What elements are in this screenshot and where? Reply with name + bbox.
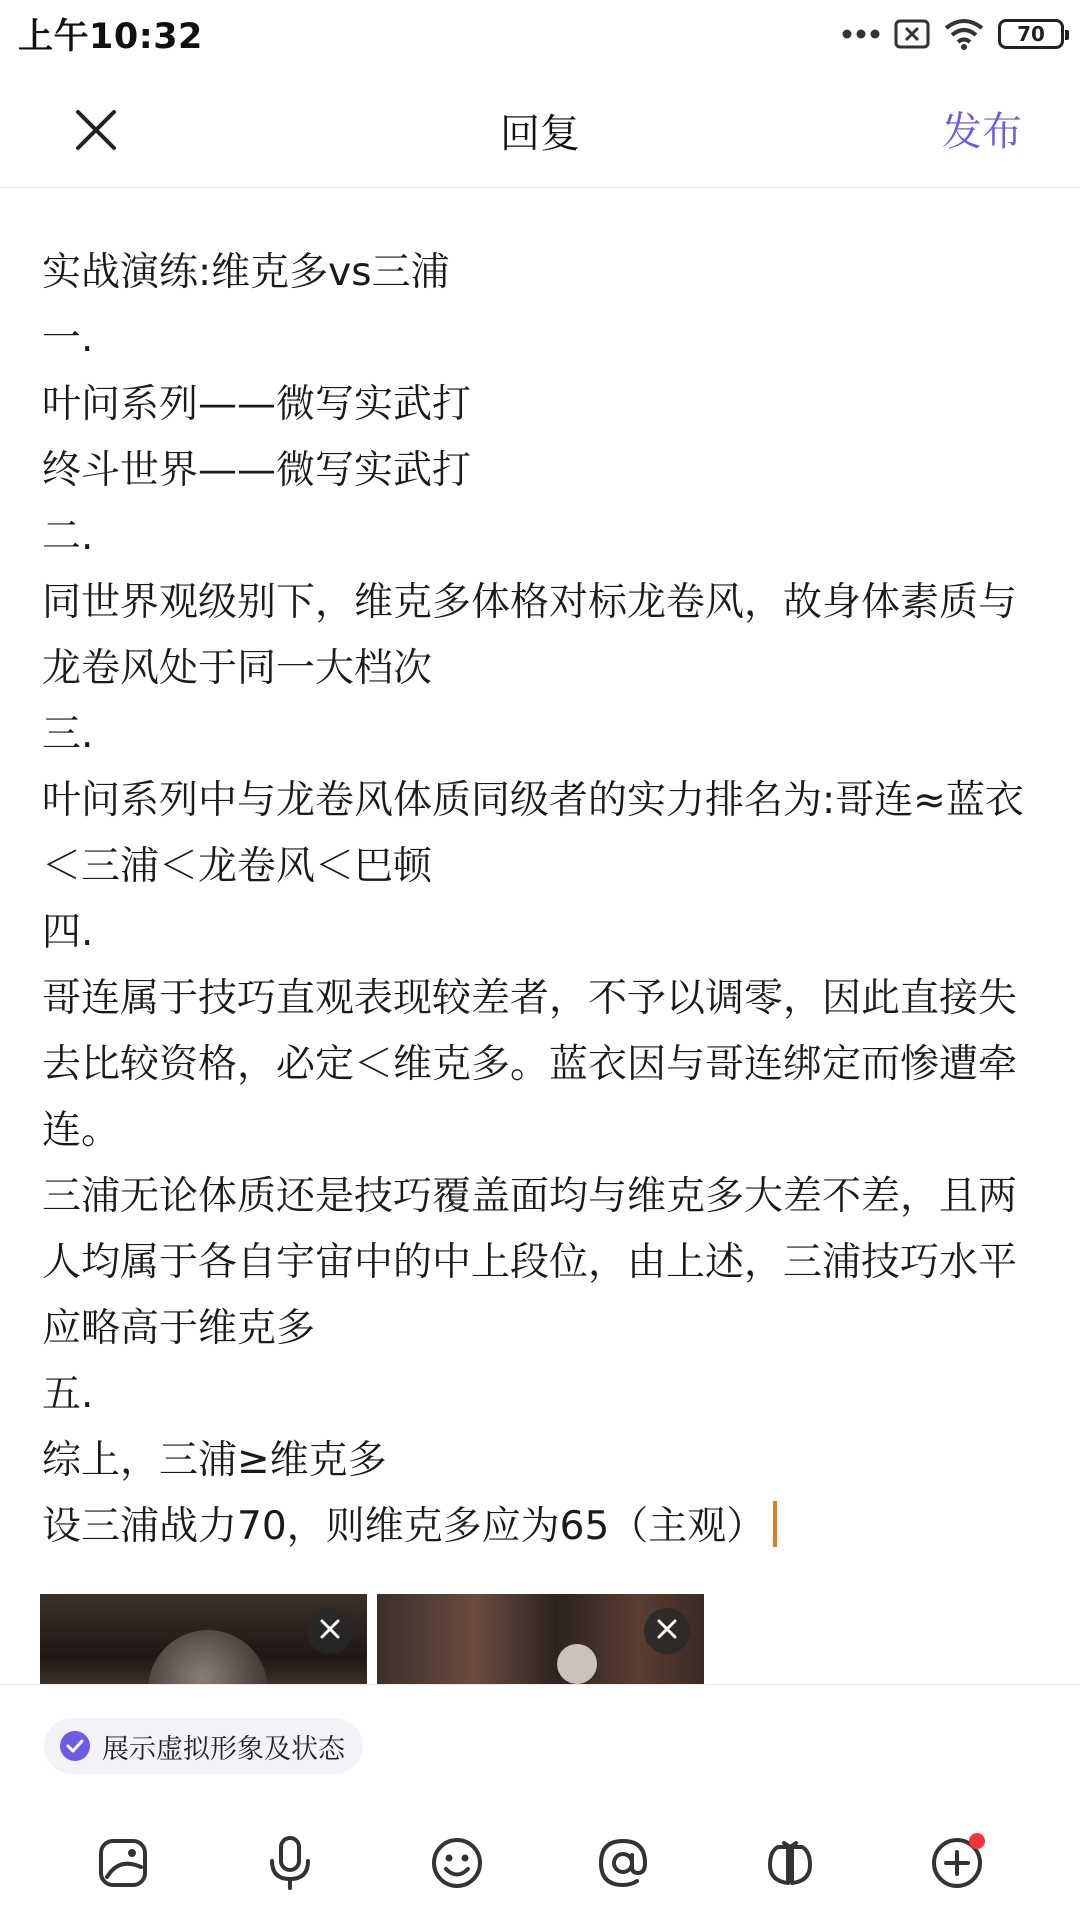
remove-image-button[interactable] (307, 1608, 353, 1654)
text-line: 叶问系列中与龙卷风体质同级者的实力排名为:哥连≈蓝衣＜三浦＜龙卷风＜巴顿 (42, 778, 1024, 889)
image-icon (97, 1837, 149, 1893)
attachment-image-1[interactable] (40, 1594, 367, 1684)
attachment-image-2[interactable] (377, 1594, 704, 1684)
page-title: 回复 (500, 111, 580, 157)
image-content (148, 1630, 268, 1684)
image-button[interactable] (91, 1833, 155, 1897)
text-line: 五. (42, 1372, 94, 1417)
notification-dot (969, 1833, 985, 1849)
top-bar (0, 68, 1080, 188)
text-cursor (773, 1501, 777, 1547)
checkmark-icon (60, 1731, 90, 1761)
attachments (40, 1594, 1040, 1684)
status-time: 上午10:32 (18, 17, 203, 57)
emoji-icon (430, 1836, 484, 1894)
microphone-icon (264, 1835, 316, 1895)
show-avatar-label: 展示虚拟形象及状态 (102, 1733, 345, 1765)
text-line: 综上，三浦≥维克多 (42, 1438, 387, 1483)
battery-icon: 70 (998, 19, 1064, 49)
emoji-button[interactable] (425, 1833, 489, 1897)
text-line: 实战演练:维克多vs三浦 (42, 250, 450, 295)
text-line: 哥连属于技巧直观表现较差者，不予以调零，因此直接失去比较资格，必定＜维克多。蓝衣因与哥连绑定而惨遭牵连。 (42, 976, 1018, 1153)
status-bar (0, 0, 1080, 68)
reply-editor[interactable] (42, 240, 1042, 1560)
close-icon (320, 1619, 340, 1643)
text-line: 设三浦战力70，则维克多应为65（主观） (42, 1504, 766, 1549)
gift-icon (764, 1837, 816, 1893)
text-line: 终斗世界——微写实武打 (42, 448, 472, 493)
no-sim-icon (894, 19, 930, 49)
more-dots-icon (842, 28, 880, 40)
publish-button[interactable]: 发布 (942, 109, 1022, 155)
divider (0, 1684, 1080, 1685)
text-line: 三浦无论体质还是技巧覆盖面均与维克多大差不差，且两人均属于各自宇宙中的中上段位，由上述，三浦技巧水平应略高于维克多 (42, 1174, 1018, 1351)
editor-toolbar (0, 1830, 1080, 1900)
close-icon (657, 1619, 677, 1643)
mention-button[interactable] (591, 1833, 655, 1897)
at-icon (595, 1835, 651, 1895)
show-avatar-toggle[interactable] (44, 1718, 363, 1774)
text-line: 三. (42, 712, 94, 757)
text-line-last (42, 1494, 1042, 1560)
text-line: 四. (42, 910, 94, 955)
text-line: 叶问系列——微写实武打 (42, 382, 472, 427)
image-content (557, 1644, 597, 1684)
text-line: 同世界观级别下，维克多体格对标龙卷风，故身体素质与龙卷风处于同一大档次 (42, 580, 1018, 691)
status-icons (842, 18, 1064, 50)
more-button[interactable] (925, 1833, 989, 1897)
gift-button[interactable] (758, 1833, 822, 1897)
remove-image-button[interactable] (644, 1608, 690, 1654)
voice-button[interactable] (258, 1833, 322, 1897)
wifi-icon (944, 18, 984, 50)
text-line: 二. (42, 514, 94, 559)
text-line: 一. (42, 316, 94, 361)
